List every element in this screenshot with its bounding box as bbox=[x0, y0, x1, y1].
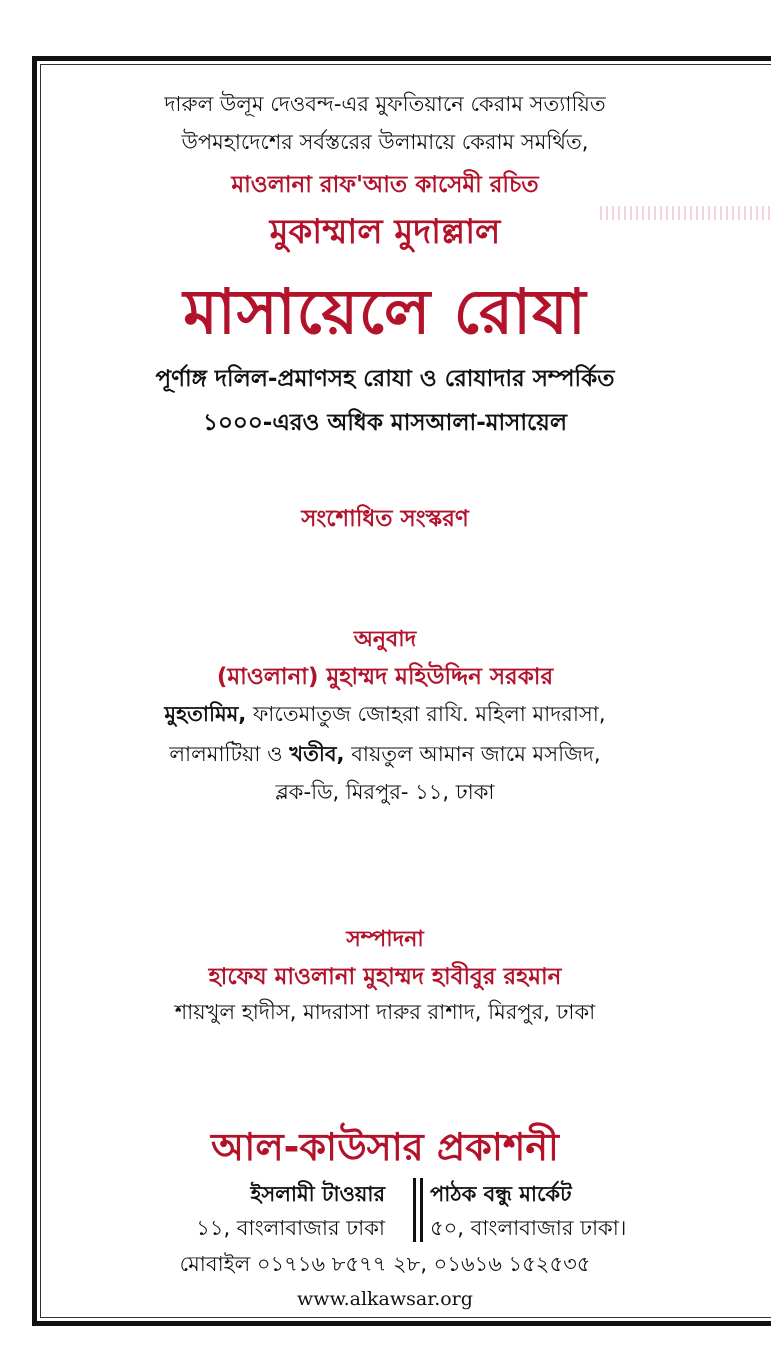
editing-heading: সম্পাদনা bbox=[346, 927, 424, 952]
role-title-khatib: খতীব, bbox=[289, 742, 345, 766]
translator-name: (মাওলানা) মুহাম্মদ মহিউদ্দিন সরকার bbox=[216, 664, 554, 690]
translation-heading: অনুবাদ bbox=[353, 627, 417, 652]
series-title: মুকাম্মাল মুদাল্লাল bbox=[269, 212, 501, 252]
translator-role-1 bbox=[40, 698, 730, 733]
editor-name: হাফেয মাওলানা মুহাম্মদ হাবীবুর রহমান bbox=[208, 964, 562, 990]
role-title-muhtamim: মুহতামিম, bbox=[164, 702, 247, 726]
subtitle-line-1: পূর্ণাঙ্গ দলিল-প্রমাণসহ রোযা ও রোযাদার সম্পর্কিত bbox=[155, 366, 615, 392]
branch-right-title: পাঠক বন্ধু মার্কেট bbox=[430, 1182, 572, 1206]
branch-left-title: ইসলামী টাওয়ার bbox=[250, 1182, 385, 1206]
role-2-institution: বায়তুল আমান জামে মসজিদ, bbox=[351, 742, 601, 766]
main-title: মাসায়েলে রোযা bbox=[183, 275, 587, 348]
subtitle-line-2: ১০০০-এরও অধিক মাসআলা-মাসায়েল bbox=[203, 410, 567, 436]
translator-address: ব্লক-ডি, মিরপুর- ১১, ঢাকা bbox=[275, 780, 495, 804]
branch-left-address: ১১, বাংলাবাজার ঢাকা bbox=[196, 1216, 385, 1240]
publisher-name: আল-কাউসার প্রকাশনী bbox=[211, 1125, 559, 1169]
intro-line-1: দারুল উলূম দেওবন্দ-এর মুফতিয়ানে কেরাম সত্যায়িত bbox=[164, 92, 606, 116]
branch-right-address: ৫০, বাংলাবাজার ঢাকা। bbox=[430, 1216, 627, 1240]
branch-separator bbox=[413, 1178, 423, 1242]
role-1-institution: ফাতেমাতুজ জোহরা রাযি. মহিলা মাদরাসা, bbox=[252, 702, 606, 726]
edition-label: সংশোধিত সংস্করণ bbox=[301, 506, 469, 532]
editor-role: শায়খুল হাদীস, মাদরাসা দারুর রাশাদ, মিরপুর, ঢাকা bbox=[174, 1000, 596, 1024]
role-2-location: লালমাটিয়া ও bbox=[169, 742, 283, 766]
intro-line-2: উপমহাদেশের সর্বস্তরের উলামায়ে কেরাম সমর্থিত, bbox=[181, 130, 589, 154]
publisher-website: www.alkawsar.org bbox=[297, 1288, 473, 1310]
author-line: মাওলানা রাফ'আত কাসেমী রচিত bbox=[231, 172, 539, 198]
publisher-phone: মোবাইল ০১৭১৬ ৮৫৭৭ ২৮, ০১৬১৬ ১৫২৫৩৫ bbox=[179, 1252, 591, 1276]
translator-role-2 bbox=[40, 738, 730, 773]
